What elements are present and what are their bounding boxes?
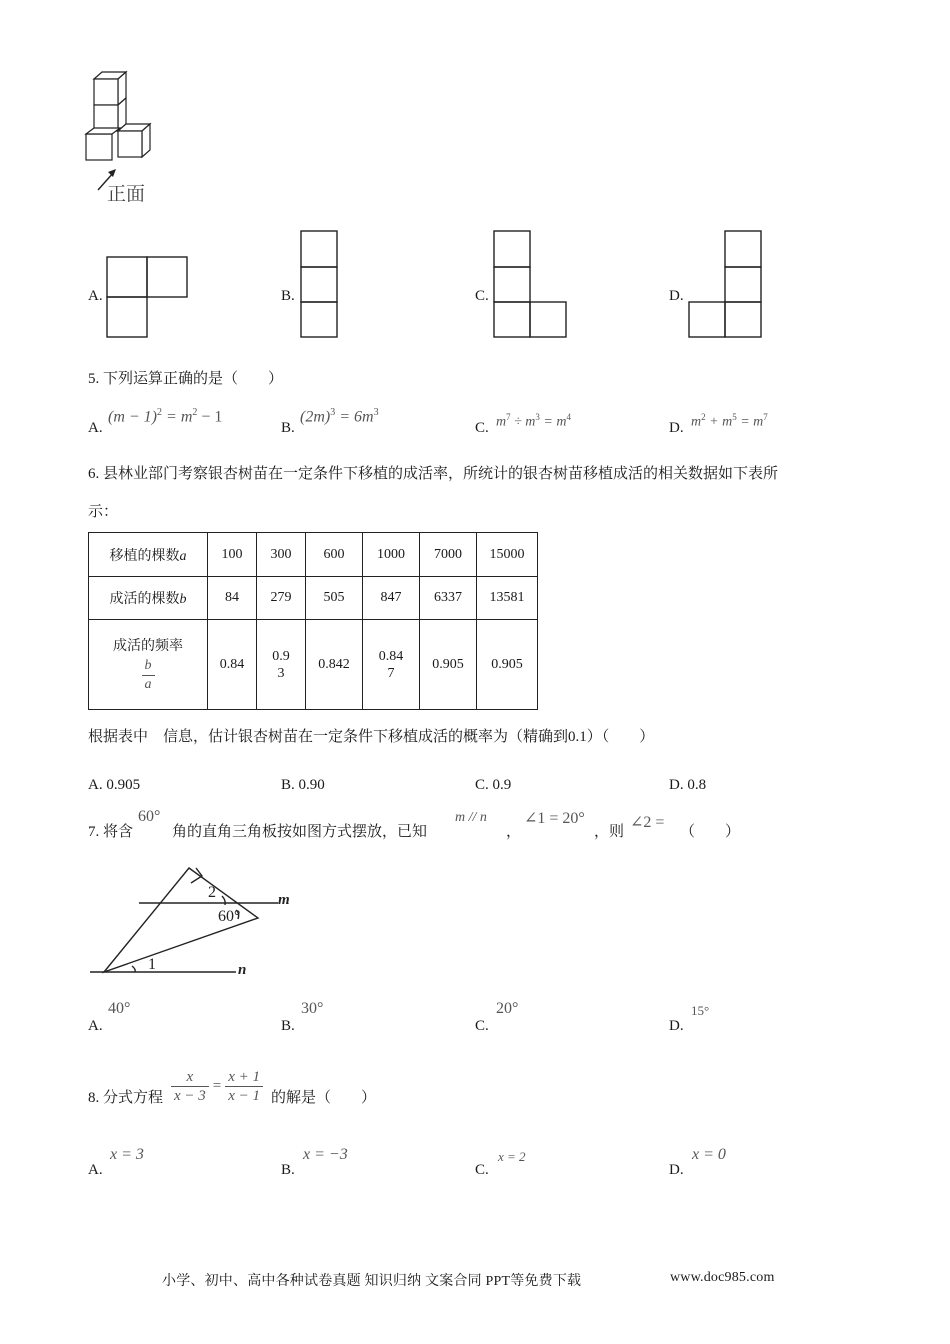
table-cell: 6337 (420, 577, 477, 620)
q7-stem-c: ，则 (594, 824, 625, 840)
q8-option-a-letter: A. (88, 1162, 103, 1178)
q7-option-d-value[interactable]: 15° (691, 1003, 710, 1018)
table-cell: 847 (363, 577, 420, 620)
table-cell: 7000 (420, 533, 477, 577)
table-cell: 600 (306, 533, 363, 577)
q8-equation: $\frac{x}{x - 3}$ = $\frac{x + 1}{x - 1}$ (171, 1062, 263, 1110)
q7-stem-b: 角的直角三角板按如图方式摆放，已知 (172, 824, 428, 840)
q5-option-c-expr[interactable]: $m^7 \div m^3 = m^4$ (496, 412, 571, 430)
q7-comma: ， (506, 824, 522, 840)
q4-option-a-figure[interactable] (106, 256, 188, 340)
q8-option-d-letter: D. (669, 1162, 684, 1178)
q7-option-a-value[interactable]: 40° (108, 1000, 131, 1017)
q6-stem-line2: 示： (88, 504, 119, 520)
rhs-fraction: $\frac{x + 1}{x - 1}$ (225, 1068, 263, 1105)
q8-option-a-value[interactable]: x = 3 (110, 1146, 144, 1163)
table-cell: 0.842 (306, 620, 363, 710)
front-label: 正面 (107, 183, 146, 205)
table-cell: 15000 (477, 533, 538, 577)
q7-angle60: 60° (138, 808, 161, 825)
table-cell: 13581 (477, 577, 538, 620)
q7-option-a-letter: A. (88, 1018, 103, 1034)
table-row (89, 533, 538, 577)
q8-option-b-letter: B. (281, 1162, 295, 1178)
q7-option-d-letter: D. (669, 1018, 684, 1034)
q7-option-b-letter: B. (281, 1018, 295, 1034)
table-cell: 505 (306, 577, 363, 620)
q4-option-b-figure[interactable] (300, 230, 340, 340)
q5-stem: 5. 下列运算正确的是（ ） (88, 371, 284, 387)
q8-stem-a: 8. 分式方程 (88, 1090, 164, 1106)
q5-option-c-letter: C. (475, 420, 489, 436)
q6-option-c[interactable]: C. 0.9 (475, 777, 512, 793)
q7-fig-label-60: 60° (218, 908, 241, 925)
q6-option-b[interactable]: B. 0.90 (281, 777, 325, 793)
q6-option-d[interactable]: D. 0.8 (669, 777, 707, 793)
q8-option-b-value[interactable]: x = −3 (303, 1146, 348, 1163)
table-header-cell: 成活的频率 $\frac{b}{a}$ (89, 620, 208, 710)
table-row (89, 620, 538, 710)
table-cell: 0.84 7 (363, 620, 420, 710)
q7-option-c-letter: C. (475, 1018, 489, 1034)
q4-option-b-letter: B. (281, 288, 295, 304)
q5-option-d-expr[interactable]: $m^2 + m^5 = m^7$ (691, 412, 768, 430)
q6-question: 根据表中 信息，估计银杏树苗在一定条件下移植成活的概率为（精确到0.1）（ ） (88, 729, 655, 745)
q7-option-c-value[interactable]: 20° (496, 1000, 519, 1017)
table-cell: 279 (257, 577, 306, 620)
transplant-data-table (88, 532, 538, 710)
table-row (89, 577, 538, 620)
table-cell: 0.905 (420, 620, 477, 710)
table-header-cell: 移植的棵数a (89, 533, 208, 577)
q7-fig-label-m: m (278, 892, 290, 908)
q7-fig-label-n: n (238, 962, 247, 978)
q7-cond-angle1: ∠1 = 20° (524, 810, 585, 827)
table-cell: 300 (257, 533, 306, 577)
table-header-cell: 成活的棵数b (89, 577, 208, 620)
footer-promo-text: 小学、初中、高中各种试卷真题 知识归纳 文案合同 PPT等免费下载 (162, 1274, 582, 1289)
q5-option-a-letter: A. (88, 420, 103, 436)
q6-option-a[interactable]: A. 0.905 (88, 777, 141, 793)
q7-stem-a: 7. 将含 (88, 824, 134, 840)
table-cell: 0.905 (477, 620, 538, 710)
q5-option-d-letter: D. (669, 420, 684, 436)
q7-ask-angle2: ∠2 = (630, 814, 665, 831)
q8-option-c-letter: C. (475, 1162, 489, 1178)
q7-fig-label-1: 1 (148, 956, 156, 973)
q4-option-a-letter: A. (88, 288, 103, 304)
triangle-parallel-lines-figure (88, 860, 308, 985)
q7-option-b-value[interactable]: 30° (301, 1000, 324, 1017)
q4-option-c-letter: C. (475, 288, 489, 304)
q8-stem-b: 的解是（ ） (271, 1090, 377, 1106)
table-cell: 0.84 (208, 620, 257, 710)
q4-option-c-figure[interactable] (493, 230, 569, 340)
q8-option-d-value[interactable]: x = 0 (692, 1146, 726, 1163)
q5-option-a-expr[interactable]: $(m - 1)^2 = m^2 - 1$ (108, 407, 223, 426)
q7-paren: （ ） (680, 824, 741, 840)
q7-fig-label-2: 2 (208, 884, 216, 901)
table-cell: 100 (208, 533, 257, 577)
q4-option-d-letter: D. (669, 288, 684, 304)
lhs-fraction: $\frac{x}{x - 3}$ (171, 1068, 209, 1105)
q8-option-c-value[interactable]: x = 2 (498, 1149, 526, 1164)
q7-cond-parallel: m // n (455, 810, 487, 825)
footer-website-link[interactable]: www.doc985.com (670, 1270, 775, 1285)
q4-option-d-figure[interactable] (688, 230, 764, 340)
table-cell: 0.9 3 (257, 620, 306, 710)
table-cell: 84 (208, 577, 257, 620)
q5-option-b-letter: B. (281, 420, 295, 436)
q5-option-b-expr[interactable]: $(2m)^3 = 6m^3$ (300, 407, 379, 426)
frequency-fraction: $\frac{b}{a}$ (142, 657, 155, 694)
cube-stack-figure (80, 68, 180, 198)
table-cell: 1000 (363, 533, 420, 577)
q6-stem-line1: 6. 县林业部门考察银杏树苗在一定条件下移植的成活率，所统计的银杏树苗移植成活的相关数据如下表所 (88, 466, 779, 482)
